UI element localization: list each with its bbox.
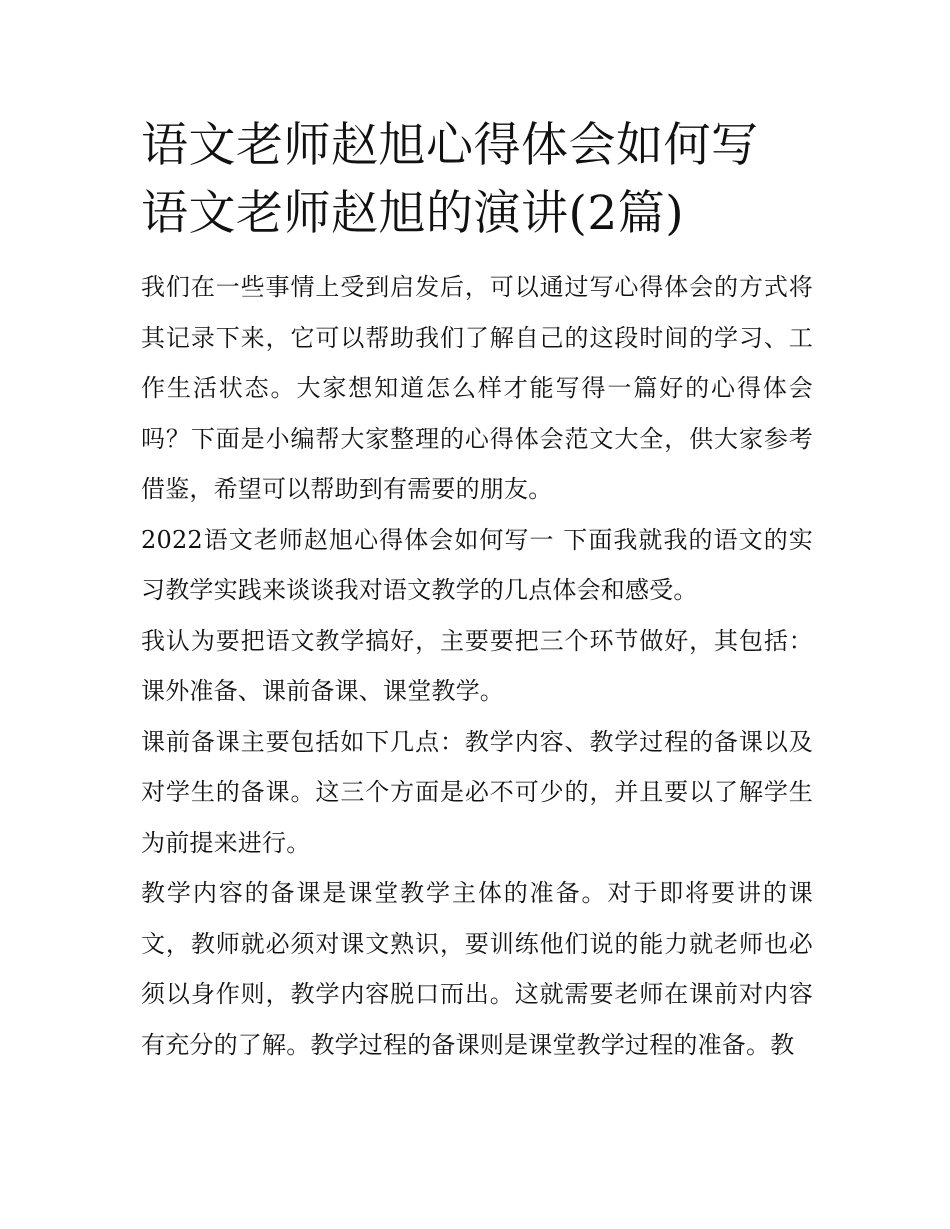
intro-paragraph: 我们在一些事情上受到启发后，可以通过写心得体会的方式将其记录下来，它可以帮助我们了解自己的这段时间的学习、工作生活状态。大家想知道怎么样才能写得一篇好的心得体会吗？下面是小编帮大家整理的心得体会范文大全，供大家参考借鉴，希望可以帮助到有需要的朋友。: [141, 273, 813, 503]
title-line-1: 语文老师赵旭心得体会如何写: [141, 118, 759, 173]
body-paragraph-4: 教学内容的备课是课堂教学主体的准备。对于即将要讲的课文，教师就必须对课文熟识，要训练他们说的能力就老师也必须以身作则，教学内容脱口而出。这就需要老师在课前对内容有充分的了解。教学过程的备课则是课堂教学过程的准备。教: [141, 879, 813, 1059]
document-title: [141, 112, 813, 248]
title-line-2: 语文老师赵旭的演讲(2篇): [141, 186, 685, 241]
body-paragraph-3: 课前备课主要包括如下几点：教学内容、教学过程的备课以及对学生的备课。这三个方面是必不可少的，并且要以了解学生为前提来进行。: [141, 727, 813, 857]
document-page: [141, 112, 813, 1070]
body-paragraph-1: 2022语文老师赵旭心得体会如何写一 下面我就我的语文的实习教学实践来谈谈我对语文教学的几点体会和感受。: [141, 525, 813, 604]
body-paragraph-2: 我认为要把语文教学搞好，主要要把三个环节做好，其包括：课外准备、课前备课、课堂教学。: [141, 626, 813, 705]
